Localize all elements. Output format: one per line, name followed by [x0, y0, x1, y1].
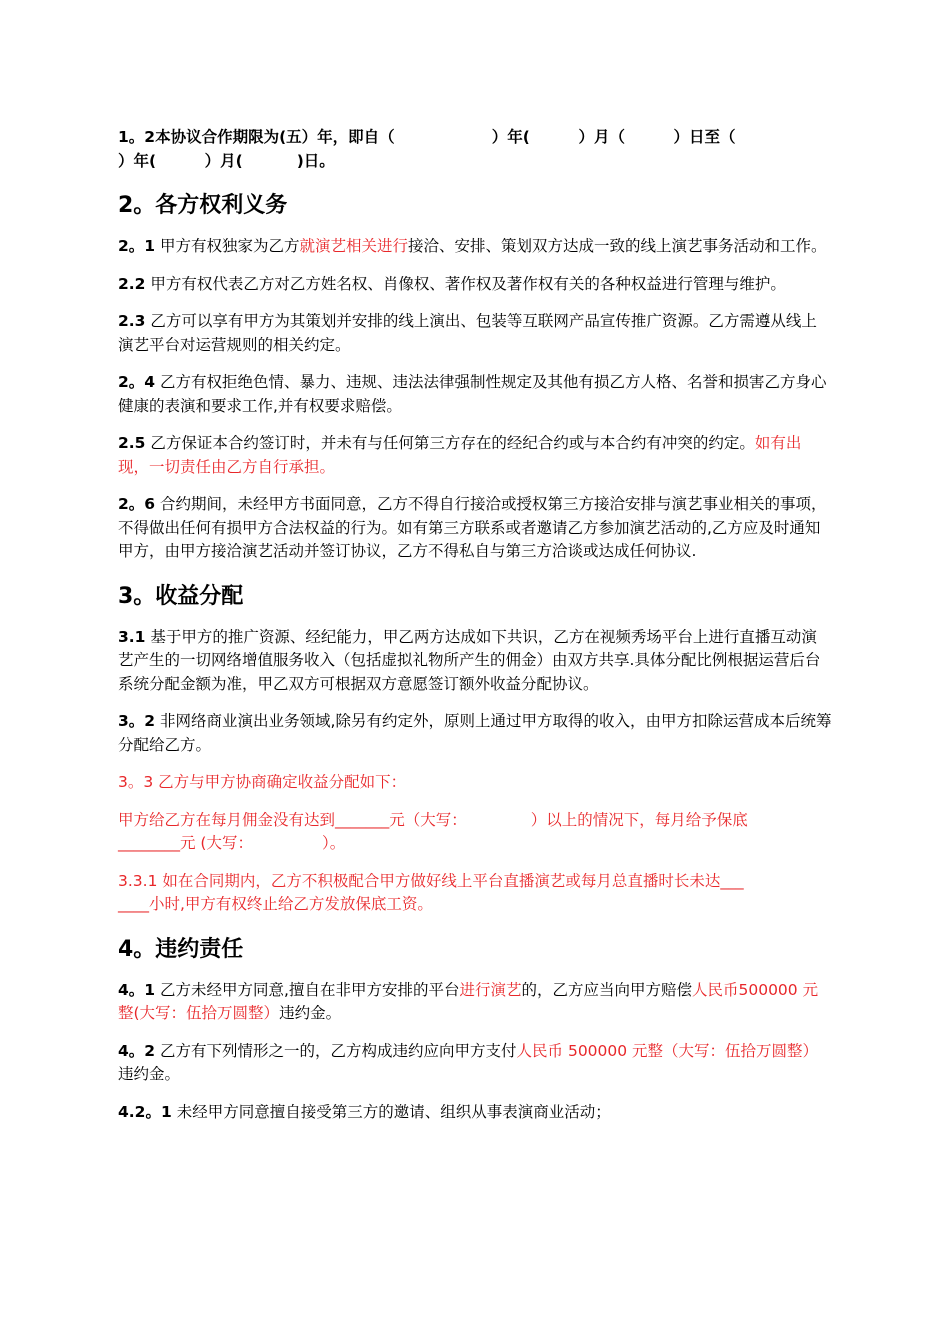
clause-2-5-num: 2.5 — [118, 434, 146, 452]
clause-1-2-line1: 1。2 — [118, 128, 156, 146]
clause-2-2-t1: 甲方有权代表乙方对乙方姓名权、肖像权、著作权及著作权有关的各种权益进行管理与维护。 — [150, 274, 786, 293]
clause-3-2-num: 3。2 — [118, 712, 156, 730]
clause-3-3-guarantee-line2: ________元 (大写： ）。 — [118, 834, 346, 852]
clause-4-1-t3: 的，乙方应当向甲方赔偿 — [521, 980, 692, 999]
clause-3-2-t1: 非网络商业演出业务领域,除另有约定外，原则上通过甲方取得的收入，由甲方扣除运营成本后统筹分配给乙方。 — [118, 712, 832, 754]
clause-1-2 — [118, 126, 832, 173]
clause-2-6-t1: 合约期间，未经甲方书面同意，乙方不得自行接洽或授权第三方接洽安排与演艺事业相关的事项，不得做出任何有损甲方合法权益的行为。如有第三方联系或者邀请乙方参加演艺活动的,乙方应及时通知甲方，由甲方接洽演艺活动并签订协议，乙方不得私自与第三方洽谈或达成任何协议. — [118, 495, 827, 560]
clause-2-1-t2: 就演艺相关进行 — [299, 237, 409, 255]
clause-4-1-t4: 人民币500000 元整(大写：伍拾万圆整） — [118, 980, 819, 1022]
clause-3-3-guarantee — [118, 809, 832, 856]
clause-2-5-t2: 如有出现，一切责任由乙方自行承担。 — [118, 434, 802, 476]
clause-3-3-1-line2: ____小时,甲方有权终止给乙方发放保底工资。 — [118, 895, 433, 913]
clause-3-1 — [118, 626, 832, 697]
clause-2-1-t1: 甲方有权独家为乙方 — [160, 237, 300, 255]
clause-4-2-t2: 人民币 500000 元整（大写：伍拾万圆整） — [516, 1041, 819, 1060]
clause-4-2-num: 4。2 — [118, 1041, 156, 1060]
document-page — [118, 126, 832, 1124]
clause-4-1-num: 4。1 — [118, 980, 156, 999]
section-2-heading: 2。各方权利义务 — [118, 193, 288, 218]
clause-4-1-t2: 进行演艺 — [459, 980, 522, 999]
clause-1-2-text1: 本协议合作期限为(五）年，即自（ ）年( ）月（ ）日至（ — [155, 128, 736, 146]
clause-4-1-t1: 乙方未经甲方同意,擅自在非甲方安排的平台 — [160, 980, 460, 999]
clause-4-1-t5: 违约金。 — [279, 1004, 342, 1022]
clause-3-1-num: 3.1 — [118, 627, 146, 646]
clause-2-1-t3: 接洽、安排、策划双方达成一致的线上演艺事务活动和工作。 — [408, 237, 827, 255]
clause-2-3-num: 2.3 — [118, 312, 146, 330]
clause-2-3 — [118, 310, 832, 357]
clause-3-3-1-line1: 3.3.1 如在合同期内，乙方不积极配合甲方做好线上平台直播演艺或每月总直播时长未达___ — [118, 871, 744, 890]
clause-2-4 — [118, 371, 832, 418]
clause-3-3-1 — [118, 870, 832, 917]
clause-3-2 — [118, 710, 832, 757]
clause-4-2-1-t1: 未经甲方同意擅自接受第三方的邀请、组织从事表演商业活动； — [176, 1102, 611, 1121]
clause-4-2 — [118, 1040, 832, 1087]
clause-4-2-t3: 违约金。 — [118, 1065, 181, 1083]
clause-3-1-t1: 基于甲方的推广资源、经纪能力，甲乙两方达成如下共识，乙方在视频秀场平台上进行直播互动演艺产生的一切网络增值服务收入（包括虚拟礼物所产生的佣金）由双方共享.具体分配比例根据运营后台系统分配金额为准，甲乙双方可根据双方意愿签订额外收益分配协议。 — [118, 627, 821, 693]
clause-3-3-guarantee-line1: 甲方给乙方在每月佣金没有达到_______元（大写： ）以上的情况下，每月给予保底 — [118, 810, 748, 829]
clause-4-2-1 — [118, 1101, 832, 1125]
clause-3-3: 3。3 乙方与甲方协商确定收益分配如下： — [118, 773, 407, 791]
clause-2-4-num: 2。4 — [118, 373, 156, 391]
clause-2-3-t1: 乙方可以享有甲方为其策划并安排的线上演出、包装等互联网产品宣传推广资源。乙方需遵从线上演艺平台对运营规则的相关约定。 — [118, 312, 817, 354]
section-3-heading: 3。收益分配 — [118, 583, 244, 609]
clause-4-1 — [118, 979, 832, 1026]
clause-4-2-1-num: 4.2。1 — [118, 1102, 172, 1121]
clause-4-2-t1: 乙方有下列情形之一的，乙方构成违约应向甲方支付 — [160, 1041, 517, 1060]
clause-2-5 — [118, 432, 832, 479]
clause-2-6-num: 2。6 — [118, 495, 156, 513]
clause-2-2-num: 2.2 — [118, 274, 146, 293]
section-4-heading: 4。违约责任 — [118, 936, 244, 962]
clause-2-4-t1: 乙方有权拒绝色情、暴力、违规、违法法律强制性规定及其他有损乙方人格、名誉和损害乙方身心健康的表演和要求工作,并有权要求赔偿。 — [118, 373, 827, 415]
clause-2-2 — [118, 273, 832, 297]
clause-2-6 — [118, 493, 832, 564]
clause-2-1-num: 2。1 — [118, 237, 156, 255]
clause-2-1 — [118, 235, 832, 259]
clause-1-2-text2: ）年( ）月( )日。 — [118, 151, 335, 170]
clause-2-5-t1: 乙方保证本合约签订时，并未有与任何第三方存在的经纪合约或与本合约有冲突的约定。 — [150, 434, 755, 452]
